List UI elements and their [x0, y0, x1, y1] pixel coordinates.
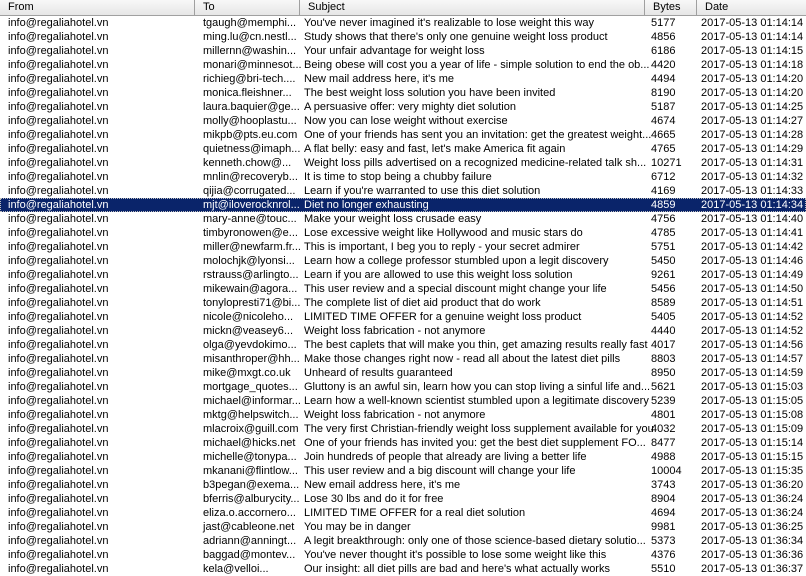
cell-to: mlacroix@guill.com — [203, 423, 299, 435]
cell-to: qijia@corrugated... — [203, 185, 296, 197]
cell-bytes: 4988 — [651, 451, 676, 463]
cell-to: mikpb@pts.eu.com — [203, 129, 298, 141]
cell-subject: Lose 30 lbs and do it for free — [304, 493, 444, 505]
table-row[interactable] — [0, 520, 806, 534]
cell-to: kenneth.chow@... — [203, 157, 292, 169]
cell-to: millernn@washin... — [203, 45, 297, 57]
cell-from: info@regaliahotel.vn — [8, 199, 109, 211]
table-row[interactable] — [0, 86, 806, 100]
cell-date: 2017-05-13 01:14:27 — [701, 115, 804, 127]
cell-bytes: 5456 — [651, 283, 676, 295]
cell-from: info@regaliahotel.vn — [8, 409, 109, 421]
cell-from: info@regaliahotel.vn — [8, 227, 109, 239]
cell-date: 2017-05-13 01:14:32 — [701, 171, 804, 183]
cell-bytes: 10271 — [651, 157, 682, 169]
table-row[interactable] — [0, 170, 806, 184]
cell-date: 2017-05-13 01:15:35 — [701, 465, 804, 477]
cell-subject: One of your friends has invited you: get the best diet supplement FO... — [304, 437, 646, 449]
cell-date: 2017-05-13 01:14:20 — [701, 73, 804, 85]
cell-from: info@regaliahotel.vn — [8, 171, 109, 183]
cell-date: 2017-05-13 01:14:52 — [701, 311, 804, 323]
cell-from: info@regaliahotel.vn — [8, 395, 109, 407]
cell-to: mikewain@agora... — [203, 283, 298, 295]
cell-date: 2017-05-13 01:14:14 — [701, 31, 804, 43]
table-row[interactable] — [0, 58, 806, 72]
cell-date: 2017-05-13 01:14:40 — [701, 213, 804, 225]
cell-bytes: 6186 — [651, 45, 676, 57]
cell-from: info@regaliahotel.vn — [8, 325, 109, 337]
cell-bytes: 8803 — [651, 353, 676, 365]
cell-subject: A legit breakthrough: only one of those science-based dietary solutio... — [304, 535, 646, 547]
table-row[interactable] — [0, 366, 806, 380]
cell-to: mary-anne@touc... — [203, 213, 297, 225]
cell-bytes: 4440 — [651, 325, 676, 337]
cell-bytes: 4694 — [651, 507, 676, 519]
cell-date: 2017-05-13 01:14:46 — [701, 255, 804, 267]
column-header-bytes[interactable]: Bytes — [645, 0, 697, 15]
cell-date: 2017-05-13 01:14:57 — [701, 353, 804, 365]
cell-to: adriann@anningt... — [203, 535, 297, 547]
table-row[interactable] — [0, 72, 806, 86]
table-row-selected[interactable] — [0, 198, 806, 212]
cell-from: info@regaliahotel.vn — [8, 255, 109, 267]
cell-from: info@regaliahotel.vn — [8, 423, 109, 435]
cell-from: info@regaliahotel.vn — [8, 507, 109, 519]
cell-bytes: 9981 — [651, 521, 676, 533]
cell-subject: Our insight: all diet pills are bad and here's what actually works — [304, 563, 610, 575]
cell-from: info@regaliahotel.vn — [8, 129, 109, 141]
column-header-date[interactable]: Date — [697, 0, 806, 15]
cell-to: rstrauss@arlingto... — [203, 269, 299, 281]
table-row[interactable] — [0, 226, 806, 240]
cell-bytes: 4801 — [651, 409, 676, 421]
table-row[interactable] — [0, 450, 806, 464]
cell-to: baggad@montev... — [203, 549, 296, 561]
cell-from: info@regaliahotel.vn — [8, 479, 109, 491]
table-row[interactable] — [0, 548, 806, 562]
cell-from: info@regaliahotel.vn — [8, 283, 109, 295]
cell-to: tonylopresti71@bi... — [203, 297, 301, 309]
cell-to: mickn@veasey6... — [203, 325, 294, 337]
cell-subject: Unheard of results guaranteed — [304, 367, 453, 379]
cell-to: bferris@alburycity... — [203, 493, 300, 505]
cell-from: info@regaliahotel.vn — [8, 241, 109, 253]
column-header-row — [0, 0, 806, 16]
table-row[interactable] — [0, 492, 806, 506]
cell-subject: Join hundreds of people that already are living a better life — [304, 451, 587, 463]
cell-subject: Lose excessive weight like Hollywood and music stars do — [304, 227, 583, 239]
cell-bytes: 3743 — [651, 479, 676, 491]
cell-bytes: 5510 — [651, 563, 676, 575]
cell-from: info@regaliahotel.vn — [8, 549, 109, 561]
cell-to: eliza.o.accornero... — [203, 507, 296, 519]
cell-to: jast@cableone.net — [203, 521, 295, 533]
cell-bytes: 4420 — [651, 59, 676, 71]
cell-bytes: 4674 — [651, 115, 676, 127]
cell-from: info@regaliahotel.vn — [8, 101, 109, 113]
cell-bytes: 6712 — [651, 171, 676, 183]
cell-to: richieg@bri-tech.... — [203, 73, 296, 85]
cell-bytes: 4017 — [651, 339, 676, 351]
cell-date: 2017-05-13 01:14:42 — [701, 241, 804, 253]
cell-from: info@regaliahotel.vn — [8, 87, 109, 99]
cell-from: info@regaliahotel.vn — [8, 157, 109, 169]
cell-subject: Make those changes right now - read all about the latest diet pills — [304, 353, 621, 365]
cell-from: info@regaliahotel.vn — [8, 185, 109, 197]
cell-subject: Gluttony is an awful sin, learn how you can stop living a sinful life and... — [304, 381, 651, 393]
cell-date: 2017-05-13 01:36:24 — [701, 493, 804, 505]
cell-from: info@regaliahotel.vn — [8, 381, 109, 393]
cell-date: 2017-05-13 01:14:49 — [701, 269, 804, 281]
cell-date: 2017-05-13 01:14:56 — [701, 339, 804, 351]
cell-subject: It is time to stop being a chubby failure — [304, 171, 492, 183]
table-row[interactable] — [0, 310, 806, 324]
cell-date: 2017-05-13 01:14:50 — [701, 283, 804, 295]
cell-subject: The very first Christian-friendly weight loss supplement available for you — [304, 423, 654, 435]
cell-subject: You've never thought it's possible to lose some weight like this — [304, 549, 607, 561]
cell-subject: Learn if you're warranted to use this diet solution — [304, 185, 541, 197]
cell-subject: Your unfair advantage for weight loss — [304, 45, 485, 57]
cell-subject: Study shows that there's only one genuine weight loss product — [304, 31, 608, 43]
cell-from: info@regaliahotel.vn — [8, 59, 109, 71]
cell-date: 2017-05-13 01:36:36 — [701, 549, 804, 561]
table-row[interactable] — [0, 436, 806, 450]
cell-date: 2017-05-13 01:36:37 — [701, 563, 804, 575]
table-row[interactable] — [0, 184, 806, 198]
cell-bytes: 8589 — [651, 297, 676, 309]
cell-date: 2017-05-13 01:14:14 — [701, 17, 804, 29]
cell-to: laura.baquier@ge... — [203, 101, 300, 113]
cell-date: 2017-05-13 01:15:09 — [701, 423, 804, 435]
cell-subject: One of your friends has sent you an invitation: get the greatest weight... — [304, 129, 652, 141]
cell-from: info@regaliahotel.vn — [8, 465, 109, 477]
cell-from: info@regaliahotel.vn — [8, 367, 109, 379]
cell-bytes: 5621 — [651, 381, 676, 393]
cell-subject: Now you can lose weight without exercise — [304, 115, 508, 127]
cell-subject: The best caplets that will make you thin, get amazing results really fast — [304, 339, 648, 351]
table-row[interactable] — [0, 562, 806, 576]
cell-subject: Being obese will cost you a year of life - simple solution to end the ob... — [304, 59, 650, 71]
cell-to: olga@yevdokimo... — [203, 339, 297, 351]
column-header-subject[interactable]: Subject — [300, 0, 645, 15]
cell-from: info@regaliahotel.vn — [8, 437, 109, 449]
table-row[interactable] — [0, 534, 806, 548]
cell-subject: Weight loss pills advertised on a recognized medicine-related talk sh... — [304, 157, 647, 169]
table-row[interactable] — [0, 156, 806, 170]
cell-from: info@regaliahotel.vn — [8, 45, 109, 57]
cell-subject: You may be in danger — [304, 521, 411, 533]
cell-bytes: 5187 — [651, 101, 676, 113]
cell-from: info@regaliahotel.vn — [8, 339, 109, 351]
cell-date: 2017-05-13 01:14:15 — [701, 45, 804, 57]
cell-to: mnlin@recoveryb... — [203, 171, 298, 183]
cell-to: miller@newfarm.fr... — [203, 241, 301, 253]
cell-to: tgaugh@memphi... — [203, 17, 297, 29]
cell-date: 2017-05-13 01:36:20 — [701, 479, 804, 491]
message-rows — [0, 16, 806, 576]
table-row[interactable] — [0, 338, 806, 352]
cell-bytes: 4765 — [651, 143, 676, 155]
cell-to: michelle@tonypa... — [203, 451, 297, 463]
cell-from: info@regaliahotel.vn — [8, 17, 109, 29]
cell-from: info@regaliahotel.vn — [8, 353, 109, 365]
cell-to: mkanani@flintlow... — [203, 465, 298, 477]
table-row[interactable] — [0, 408, 806, 422]
cell-from: info@regaliahotel.vn — [8, 115, 109, 127]
cell-date: 2017-05-13 01:14:51 — [701, 297, 804, 309]
cell-bytes: 4665 — [651, 129, 676, 141]
cell-subject: A persuasive offer: very mighty diet solution — [304, 101, 516, 113]
cell-date: 2017-05-13 01:15:15 — [701, 451, 804, 463]
cell-subject: LIMITED TIME OFFER for a genuine weight loss product — [304, 311, 582, 323]
table-row[interactable] — [0, 506, 806, 520]
cell-date: 2017-05-13 01:14:59 — [701, 367, 804, 379]
cell-to: mktg@helpswitch... — [203, 409, 299, 421]
cell-to: michael@informar... — [203, 395, 301, 407]
table-row[interactable] — [0, 352, 806, 366]
cell-subject: Learn how a well-known scientist stumbled upon a legitimate discovery — [304, 395, 649, 407]
cell-to: ming.lu@cn.nestl... — [203, 31, 297, 43]
cell-from: info@regaliahotel.vn — [8, 493, 109, 505]
column-header-from[interactable]: From — [0, 0, 195, 15]
cell-bytes: 9261 — [651, 269, 676, 281]
table-row[interactable] — [0, 100, 806, 114]
table-row[interactable] — [0, 268, 806, 282]
table-row[interactable] — [0, 16, 806, 30]
cell-subject: Learn how a college professor stumbled upon a legit discovery — [304, 255, 609, 267]
cell-bytes: 4494 — [651, 73, 676, 85]
cell-subject: LIMITED TIME OFFER for a real diet solution — [304, 507, 526, 519]
cell-subject: This is important, I beg you to reply - your secret admirer — [304, 241, 580, 253]
table-row[interactable] — [0, 422, 806, 436]
cell-subject: Make your weight loss crusade easy — [304, 213, 482, 225]
cell-from: info@regaliahotel.vn — [8, 31, 109, 43]
cell-date: 2017-05-13 01:14:31 — [701, 157, 804, 169]
cell-from: info@regaliahotel.vn — [8, 521, 109, 533]
cell-subject: A flat belly: easy and fast, let's make America fit again — [304, 143, 566, 155]
table-row[interactable] — [0, 254, 806, 268]
cell-to: monari@minnesot... — [203, 59, 302, 71]
table-row[interactable] — [0, 128, 806, 142]
table-row[interactable] — [0, 296, 806, 310]
cell-date: 2017-05-13 01:14:34 — [701, 199, 804, 211]
cell-from: info@regaliahotel.vn — [8, 143, 109, 155]
cell-bytes: 10004 — [651, 465, 682, 477]
cell-subject: Weight loss fabrication - not anymore — [304, 409, 486, 421]
cell-subject: The complete list of diet aid product that do work — [304, 297, 541, 309]
table-row[interactable] — [0, 394, 806, 408]
cell-to: misanthroper@hh... — [203, 353, 300, 365]
table-row[interactable] — [0, 464, 806, 478]
cell-bytes: 4785 — [651, 227, 676, 239]
cell-subject: This user review and a special discount might change your life — [304, 283, 607, 295]
cell-subject: Learn if you are allowed to use this weight loss solution — [304, 269, 573, 281]
cell-to: michael@hicks.net — [203, 437, 296, 449]
cell-date: 2017-05-13 01:15:05 — [701, 395, 804, 407]
table-row[interactable] — [0, 478, 806, 492]
cell-from: info@regaliahotel.vn — [8, 269, 109, 281]
cell-subject: The best weight loss solution you have been invited — [304, 87, 556, 99]
cell-subject: New mail address here, it's me — [304, 73, 455, 85]
cell-bytes: 8190 — [651, 87, 676, 99]
table-row[interactable] — [0, 44, 806, 58]
cell-to: molly@hooplastu... — [203, 115, 297, 127]
table-row[interactable] — [0, 142, 806, 156]
cell-bytes: 8477 — [651, 437, 676, 449]
cell-bytes: 5177 — [651, 17, 676, 29]
cell-date: 2017-05-13 01:14:29 — [701, 143, 804, 155]
table-row[interactable] — [0, 380, 806, 394]
cell-subject: This user review and a big discount will change your life — [304, 465, 576, 477]
cell-date: 2017-05-13 01:15:08 — [701, 409, 804, 421]
cell-to: timbyronowen@e... — [203, 227, 298, 239]
cell-bytes: 8950 — [651, 367, 676, 379]
cell-from: info@regaliahotel.vn — [8, 73, 109, 85]
cell-to: b3pegan@exema... — [203, 479, 300, 491]
cell-from: info@regaliahotel.vn — [8, 311, 109, 323]
cell-date: 2017-05-13 01:14:52 — [701, 325, 804, 337]
cell-date: 2017-05-13 01:14:28 — [701, 129, 804, 141]
cell-date: 2017-05-13 01:36:24 — [701, 507, 804, 519]
cell-to: mjt@iloverocknrol... — [203, 199, 300, 211]
cell-bytes: 5373 — [651, 535, 676, 547]
cell-to: kela@velloi... — [203, 563, 269, 575]
cell-date: 2017-05-13 01:14:18 — [701, 59, 804, 71]
cell-to: molochjk@lyonsi... — [203, 255, 295, 267]
table-row[interactable] — [0, 324, 806, 338]
cell-bytes: 5751 — [651, 241, 676, 253]
cell-to: monica.fleishner... — [203, 87, 292, 99]
cell-date: 2017-05-13 01:14:25 — [701, 101, 804, 113]
cell-subject: You've never imagined it's realizable to lose weight this way — [304, 17, 594, 29]
cell-to: mortgage_quotes... — [203, 381, 298, 393]
cell-date: 2017-05-13 01:15:03 — [701, 381, 804, 393]
cell-bytes: 8904 — [651, 493, 676, 505]
cell-date: 2017-05-13 01:36:25 — [701, 521, 804, 533]
cell-date: 2017-05-13 01:15:14 — [701, 437, 804, 449]
cell-to: mike@mxgt.co.uk — [203, 367, 291, 379]
cell-subject: Diet no longer exhausting — [304, 199, 429, 211]
cell-from: info@regaliahotel.vn — [8, 563, 109, 575]
cell-bytes: 5239 — [651, 395, 676, 407]
table-row[interactable] — [0, 30, 806, 44]
cell-from: info@regaliahotel.vn — [8, 535, 109, 547]
table-row[interactable] — [0, 282, 806, 296]
cell-from: info@regaliahotel.vn — [8, 213, 109, 225]
cell-date: 2017-05-13 01:36:34 — [701, 535, 804, 547]
table-row[interactable] — [0, 212, 806, 226]
cell-bytes: 4169 — [651, 185, 676, 197]
cell-bytes: 4376 — [651, 549, 676, 561]
column-header-to[interactable]: To — [195, 0, 300, 15]
cell-to: quietness@imaph... — [203, 143, 301, 155]
table-row[interactable] — [0, 240, 806, 254]
cell-date: 2017-05-13 01:14:20 — [701, 87, 804, 99]
cell-subject: Weight loss fabrication - not anymore — [304, 325, 486, 337]
cell-date: 2017-05-13 01:14:33 — [701, 185, 804, 197]
cell-bytes: 5450 — [651, 255, 676, 267]
table-row[interactable] — [0, 114, 806, 128]
cell-bytes: 4756 — [651, 213, 676, 225]
cell-date: 2017-05-13 01:14:41 — [701, 227, 804, 239]
cell-from: info@regaliahotel.vn — [8, 297, 109, 309]
cell-bytes: 4859 — [651, 199, 676, 211]
cell-bytes: 5405 — [651, 311, 676, 323]
cell-bytes: 4032 — [651, 423, 676, 435]
cell-subject: New email address here, it's me — [304, 479, 461, 491]
cell-from: info@regaliahotel.vn — [8, 451, 109, 463]
cell-to: nicole@nicoleho... — [203, 311, 294, 323]
cell-bytes: 4856 — [651, 31, 676, 43]
